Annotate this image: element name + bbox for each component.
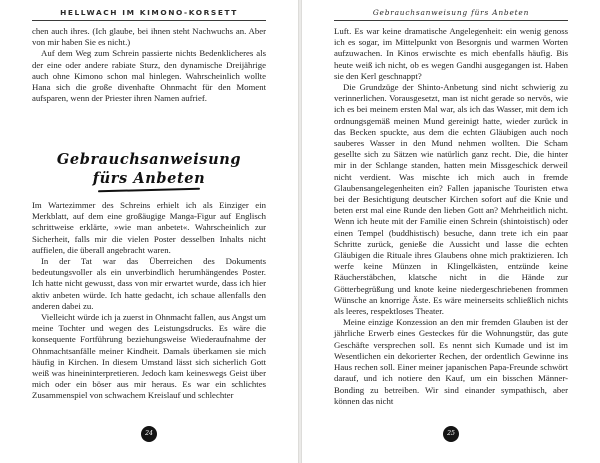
paragraph: In der Tat war das Überreichen des Dokuments bedeutungsvoller als ein unverbindlich herumhängendes Poster. Ich hatte nicht gewusst, dass von mir erwartet wurde, dass ich hier aktiv anbeten würde. Ich hatte gedacht, ich schaue allenfalls den anderen dabei zu. (32, 256, 266, 311)
paragraph: Im Wartezimmer des Schreins erhielt ich als Einziger ein Merkblatt, auf dem eine großäugige Manga-Figur auf Englisch schrittweise erklärte, »wie man anbetet«. Wahrscheinlich zur Sicherheit, falls mir die vielen Poster desselben Inhalts nicht auffielen, die überall angebracht waren. (32, 200, 266, 255)
running-head-right: Gebrauchsanweisung fürs Anbeten (372, 8, 530, 17)
section-title-line-2: fürs Anbeten (92, 170, 206, 187)
paragraph: Auf dem Weg zum Schrein passierte nichts Bedenklicheres als der eine oder andere rabiate Sturz, den dynamische Dreijährige auch ohne Kimono schon mal hinlegen. Wahrscheinlich wollte Hana sich die große divenhafte Ohnmacht für den Moment aufsparen, wenn der Priester ihren Namen aufrief. (32, 48, 266, 104)
left-top-text (32, 26, 266, 104)
page-number-left: 24 (141, 426, 157, 442)
page-number-right: 25 (443, 426, 459, 442)
right-text (334, 26, 568, 407)
left-page (0, 0, 298, 463)
left-bottom-text (32, 200, 266, 402)
paragraph: Vielleicht würde ich ja zuerst in Ohnmacht fallen, aus Angst um meine Tochter und wegen des Leistungsdrucks. Es wäre die konsequente Fortführung beziehungsweise Wiederaufnahme der Ohnmachtsanfälle meiner Kindheit. Damals überkamen sie mich häufig in Kirchen. In diesem Umstand lässt sich sicherlich Gott weiß was hineininterpretieren. Jedoch kam keineswegs Geist über mich oder ein böser aus mir heraus. Es war ein schlichtes Zusammenspiel von schwachem Kreislauf und schlechter (32, 312, 266, 401)
paragraph: Luft. Es war keine dramatische Angelegenheit: ein wenig genoss ich es sogar, im Mittelpunkt von Besorgnis und warmen Worten aufzuwachen. In Kinos erwischte es mich ebenfalls häufig. Bis heute weiß ich nicht, ob es wegen Gandhi ausgegangen ist. Haben sie den Kerl geschnappt? (334, 26, 568, 81)
section-title (40, 150, 258, 188)
paragraph: Die Grundzüge der Shinto-Anbetung sind nicht schwierig zu verinnerlichen. Vorausgesetzt, man ist nicht gerade so nervös, wie ich es bei meinem ersten Mal war, als ich das Wasser, mit dem ich ordnungsgemäß meinen Mund gereinigt hatte, wieder zurück in das Becken spuckte, aus dem die echten Gläubigen auch noch sauberes Wasser in den Mund nehmen wollten. Die Scham gesellte sich zu Sätzen wie natürlich ganz recht. Die, die hinter mir in der Schlange standen, hatten mein Missgeschick derweil nicht verdient. Was mischte ich mich auch in fremde Glaubensangelegenheiten ein? Fallen japanische Touristen etwa bei der Besichtigung deutscher Kirchen sofort auf die Knie und beten erst mal eine Runde den lieben Gott an? Mehrheitlich nicht. Wenn ich heute mit der Familie einen Schrein (shintoistisch) oder einen Tempel (buddhistisch) besuche, dann trete ich ein paar Schritte zurück, genieße die Aussicht und lasse die echten Gläubigen die Rituale ihres Glaubens ohne mich praktizieren. Ich werfe keine Münzen in Klingelkästen, entzünde keine Räucherstäbchen, klatsche nicht in die Hände zur Götterbegrüßung und knote keine niedergeschriebenen frommen Wünsche an knorrige Äste. Es wäre meinerseits schließlich nichts als leeres, respektloses Theater. (334, 82, 568, 317)
right-page (302, 0, 600, 463)
section-title-line-1: Gebrauchsanweisung (56, 151, 242, 168)
paragraph: Meine einzige Konzession an den mir fremden Glauben ist der jährliche Erwerb eines Gesteckes für die Wohnungstür, das gute Geschäfte versprechen soll. Es nennt sich Kumade und ist im Wesentlichen ein dekorierter Rechen, der ordentlich Gewinne ins Haus rechen soll. Einer meiner japanischen Papa-Freunde schwört darauf, und ich notiere den Kauf, um ein bisschen Männer-Bonding zu betreiben. Wir sind einander sympathisch, aber können das nicht (334, 317, 568, 406)
paragraph: chen auch ihres. (Ich glaube, bei ihnen steht Nachwuchs an. Aber von mir haben Sie es nicht.) (32, 26, 266, 48)
header-rule-left (32, 20, 266, 21)
title-underline (98, 188, 200, 193)
header-rule-right (334, 20, 568, 21)
running-head-left: HELLWACH IM KIMONO-KORSETT (60, 8, 238, 17)
